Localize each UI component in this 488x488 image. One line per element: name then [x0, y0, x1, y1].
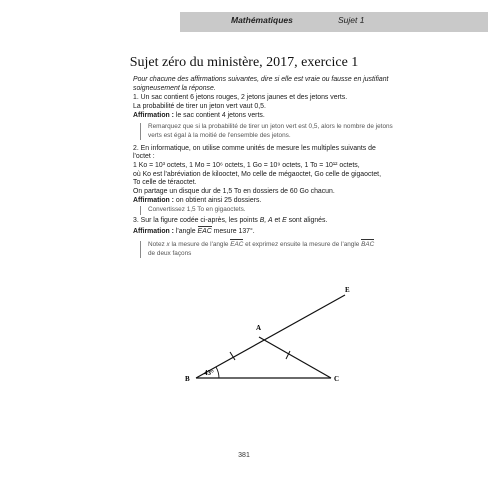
q2-note-line-1: Convertissez 1,5 To en gigaoctets.: [148, 206, 246, 213]
label-c: C: [334, 375, 340, 383]
q2-line-6: On partage un disque dur de 1,5 To en dossiers de 60 Go chacun.: [133, 188, 335, 195]
page-title: Sujet zéro du ministère, 2017, exercice 1: [129, 55, 359, 70]
q3-points-ba: B, A: [259, 217, 273, 224]
angle-label: 43°: [204, 369, 214, 377]
label-b: B: [185, 375, 190, 383]
intro-line-1: Pour chacune des affirmations suivantes, dire si elle est vraie ou fausse en justifiant: [133, 76, 389, 83]
q1-line-2: La probabilité de tirer un jeton vert vaut 0,5.: [133, 103, 266, 110]
q2-line-1: 2. En informatique, on utilise comme unités de mesure les multiples suivants de: [133, 145, 376, 152]
affirmation-text-b: mesure 137°.: [211, 228, 255, 235]
angle-arc-b: [216, 367, 219, 378]
affirmation-text: on obtient ainsi 25 dossiers.: [173, 197, 262, 204]
label-a: A: [256, 324, 262, 332]
q2-line-5: To celle de téraoctet.: [133, 179, 197, 186]
label-e: E: [345, 286, 350, 294]
q3-note-b: la mesure de l'angle: [169, 241, 231, 248]
q3-note-x: x: [166, 241, 170, 248]
q1-note-line-2: verts est égal à la moitié de l'ensemble des jetons.: [148, 131, 291, 139]
q3-text-c: et: [272, 217, 283, 224]
intro-line-2: soigneusement la réponse.: [133, 85, 216, 92]
q3-text-e: sont alignés.: [286, 217, 328, 224]
affirmation-text-a: l'angle: [173, 228, 198, 235]
affirmation-label: Affirmation :: [133, 112, 174, 119]
header-subject: Mathématiques: [231, 15, 293, 25]
angle-bac-note: BAC: [361, 241, 375, 248]
q2-line-2: l'octet :: [133, 153, 155, 160]
line-be: [196, 295, 345, 378]
affirmation-text: le sac contient 4 jetons verts.: [173, 112, 265, 119]
angle-eac: EAC: [197, 228, 212, 235]
q2-line-4: où Ko est l'abréviation de kilooctet, Mo celle de mégaoctet, Go celle de gigaoctet,: [133, 171, 381, 178]
q1-line-1: 1. Un sac contient 6 jetons rouges, 2 jetons jaunes et des jetons verts.: [133, 94, 348, 101]
affirmation-label: Affirmation :: [133, 197, 174, 204]
q2-line-3: 1 Ko = 10³ octets, 1 Mo = 10⁶ octets, 1 Go = 10⁹ octets, 1 To = 10¹² octets,: [133, 162, 360, 169]
affirmation-label: Affirmation :: [133, 228, 174, 235]
segment-ac: [259, 337, 331, 378]
page-number: 381: [238, 452, 250, 459]
q3-point-e: E: [282, 217, 287, 224]
q3-note-a: Notez: [148, 241, 167, 248]
header-sujet: Sujet 1: [338, 15, 365, 25]
q3-note-line-2: de deux façons: [148, 249, 192, 257]
q3-note-c: et exprimez ensuite la mesure de l'angle: [243, 241, 362, 248]
angle-eac-note: EAC: [230, 241, 244, 248]
q3-text-a: 3. Sur la figure codée ci-après, les points: [133, 217, 260, 224]
q1-note-line-1: Remarquez que si la probabilité de tirer un jeton vert est 0,5, alors le nombre de jetons: [148, 123, 393, 130]
